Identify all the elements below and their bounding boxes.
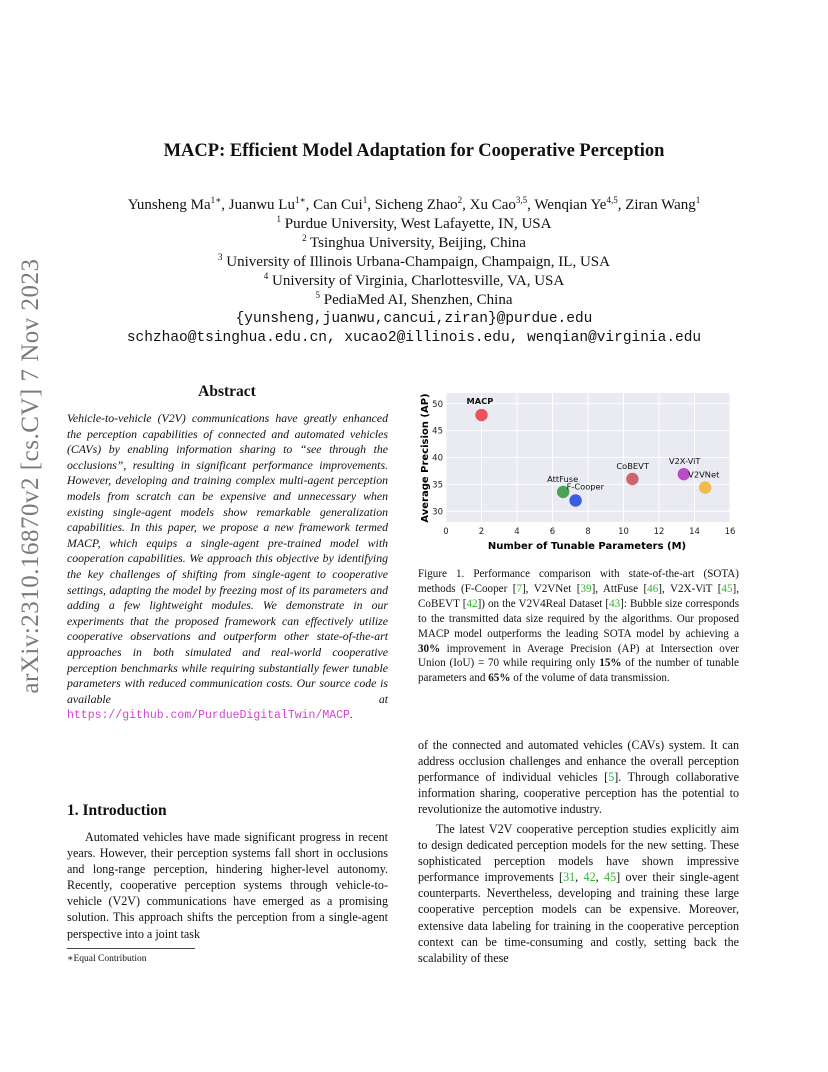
author-list: Yunsheng $Ma^{1∗}$, Juanwu $Lu^{1∗}$, Can Cui$^1$, Sicheng Zhao$^2$, Xu Cao$^{3,5}$, Wenqian Ye$^{4,5}$, Ziran Wang$^1$ (127, 195, 701, 213)
citation-link[interactable]: 46 (647, 582, 659, 595)
x-tick-label: 2 (478, 527, 485, 537)
citation-link[interactable]: 45 (721, 582, 733, 595)
citation-link[interactable]: 39 (580, 582, 592, 595)
x-tick-label: 10 (618, 527, 629, 537)
section-heading-introduction: 1. Introduction (67, 802, 167, 819)
affiliation-2: $^2$ Tsinghua University, Beijing, China (302, 233, 526, 251)
affiliation-1: $^1$ Purdue University, West Lafayette, IN, USA (276, 214, 552, 232)
affiliation-4: $^4$ University of Virginia, Charlottesville, VA, USA (263, 271, 565, 289)
author-name: Xu Cao$^{3,5}$ (469, 195, 528, 213)
affiliation-3: $^3$ University of Illinois Urbana-Champaign, Champaign, IL, USA (218, 252, 610, 270)
figure-1-scatter-chart (416, 388, 742, 554)
point-label-v2x-vit: V2X-ViT (668, 456, 701, 467)
x-tick-label: 16 (724, 527, 736, 537)
y-tick-label: 40 (432, 453, 443, 464)
y-axis-label: Average Precision (AP) (420, 393, 431, 523)
x-tick-label: 14 (689, 527, 700, 537)
citation-link[interactable]: 7 (516, 582, 522, 595)
footnote-divider (67, 948, 195, 949)
point-macp (475, 409, 487, 421)
abstract-body: Vehicle-to-vehicle (V2V) communications have greatly enhanced the perception capabilities of connected and automated vehicles (CAVs) by enabling information sharing to “see through the occlusions”, resulting in significant performance improvements. However, developing and training complex multi-agent perception models from scratch can be expensive and unnecessary when existing single-agent models show remarkable generalization capabilities. In this paper, we propose a new framework termed MACP, which equips a single-agent pre-trained model with cooperation capabilities. We approach this objective by identifying the key challenges of shifting from single-agent to cooperative settings, adapting the model by freezing most of its parameters and adding a few lightweight modules. We demonstrate in our experiments that the proposed framework can effectively utilize cooperative observations and outperform other state-of-the-art approaches in both simulated and real-world cooperative perception benchmarks while requiring substantially fewer tunable parameters with reduced communication costs. Our source code is available at https://github.com/PurdueDigitalTwin/MACP. (67, 411, 388, 723)
citation-link[interactable]: 43 (609, 597, 621, 610)
footnote: ∗Equal Contribution (67, 954, 147, 964)
abstract-heading: Abstract (198, 383, 256, 400)
author-name: Wenqian Ye$^{4,5}$ (534, 195, 618, 213)
affiliation-5: $^5$ PediaMed AI, Shenzhen, China (315, 290, 513, 308)
author-name: Can Cui$^1$ (313, 195, 368, 213)
author-name: Ziran Wang$^1$ (625, 195, 701, 213)
point-label-cobevt: CoBEVT (616, 461, 649, 471)
x-tick-labels (443, 527, 735, 537)
x-tick-label: 8 (585, 527, 591, 537)
citation-link[interactable]: 31 (563, 870, 576, 885)
paper-title: MACP: Efficient Model Adaptation for Cooperative Perception (163, 141, 665, 161)
email-others[interactable]: schzhao@tsinghua.edu.cn, xucao2@illinois.edu, wenqian@virginia.edu (126, 330, 702, 346)
y-tick-label: 30 (432, 507, 443, 518)
point-label-v2vnet: V2VNet (688, 469, 720, 480)
x-axis-label: Number of Tunable Parameters (M) (487, 541, 687, 552)
y-tick-label: 35 (432, 480, 443, 491)
point-f-cooper (569, 494, 581, 506)
point-cobevt (626, 473, 638, 485)
x-tick-label: 12 (653, 527, 665, 537)
intro-paragraph: Automated vehicles have made significant progress in recent years. However, their perception systems fall short in occlusions and long-range perception, hindering higher-level autonomy. Recently, cooperative perception systems through vehicle-to-vehicle (V2V) communications have emerged as a promising solution. This approach shifts the perception from a single-agent perspective into a joint task (67, 830, 388, 941)
point-v2vnet (699, 481, 711, 493)
author-name: Sicheng Zhao$^2$ (374, 195, 463, 213)
figure-1-caption: Figure 1. Performance comparison with state-of-the-art (SOTA) methods (F-Cooper [7], V2VNet [39], AttFuse [46], V2X-ViT [45], CoBEVT [42]) on the V2V4Real Dataset [43]: Bubble size corresponds to the transmitted data size required by the algorithms. Our proposed MACP model outperforms the leading SOTA model by achieving a 30% improvement in Average Precision (AP) at Intersection over Union (IoU) = 70 while requiring only 15% of the number of tunable parameters and 65% of the volume of data transmission. (418, 568, 740, 685)
point-label-attfuse: AttFuse (547, 473, 579, 484)
citation-link[interactable]: 42 (583, 870, 596, 885)
point-label-f-cooper: F-Cooper (566, 481, 605, 492)
author-name: Yunsheng $Ma^{1∗}$ (127, 195, 222, 213)
x-tick-label: 6 (549, 527, 556, 537)
point-label-macp: MACP (466, 396, 494, 407)
y-tick-label: 50 (432, 399, 443, 410)
citation-link[interactable]: 42 (466, 597, 478, 610)
arxiv-id: arXiv:2310.16870v2 [cs.CV] 7 Nov 2023 (17, 258, 44, 694)
email-purdue[interactable]: {yunsheng,juanwu,cancui,ziran}@purdue.edu (235, 311, 593, 327)
y-tick-label: 45 (432, 426, 443, 437)
source-code-link[interactable]: https://github.com/PurdueDigitalTwin/MACP (67, 709, 350, 723)
citation-link[interactable]: 5 (608, 770, 615, 785)
x-tick-label: 0 (443, 527, 449, 537)
citation-link[interactable]: 45 (604, 870, 617, 885)
y-tick-labels (432, 400, 443, 518)
x-tick-label: 4 (514, 527, 520, 537)
right-paragraph-1: of the connected and automated vehicles (CAVs) system. It can address occlusion challenges and enhance the overall perception performance of individual vehicles [5]. Through collaborative information sharing, cooperative perception has the potential to revolutionize the automotive industry. (418, 738, 739, 817)
right-paragraph-2: The latest V2V cooperative perception studies explicitly aim to design dedicated perception models for the new setting. These sophisticated perception models have shown impressive performance improvements [31, 42, 45] over their single-agent counterparts. Nevertheless, developing and training these large cooperative perception models can be expensive. Moreover, extensive data labeling for training in the cooperative perception context can be time-consuming and costly, setting back the scalability of these (418, 822, 740, 965)
author-name: Juanwu $Lu^{1∗}$ (228, 195, 306, 213)
